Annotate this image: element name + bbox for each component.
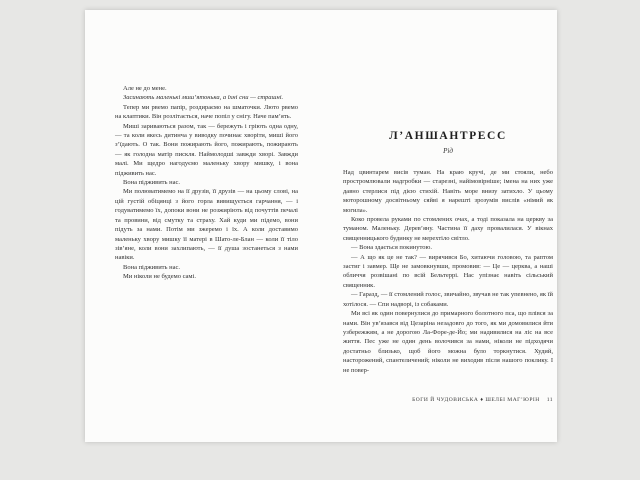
footer-book-author: БОГИ Й ЧУДОВИСЬКА ♦ ШЕЛБІ МАГ’ЮРІН <box>412 397 540 403</box>
paragraph: Засинають маленькі миш’ятонька, а їхні сни — страшні. <box>123 94 284 102</box>
paragraph: — Гаразд, — її стомлений голос, звичайно, звучав не так упевнено, як їй хотілося. — Спи надворі, із собаками. <box>343 291 553 308</box>
paragraph: Вона підживить нас. <box>123 179 180 187</box>
paragraph: Над цвинтарем висів туман. На краю кручі, де ми стояли, небо простромлювали надгробки — старезні, найімовірніше; імена на них уже давно стерлися під дією стихій. Навіть море внизу затихло. У цьому моторошному досвітньому сяйві я нарешті зрозумів вислів «німий як могила». <box>343 169 553 214</box>
paragraph: Ми ніколи не будемо самі. <box>123 273 196 281</box>
running-footer <box>343 397 553 403</box>
right-page-text <box>343 168 553 375</box>
chapter-heading <box>343 130 553 155</box>
book-spread <box>85 10 557 442</box>
paragraph: Ми полюватимемо на її друзів, її друзів — на цьому слові, на цій густій обіцянці з його горла вивищується гарчання, — і годуватимемо їх, допоки вони не розжиріють від почуттів печалі та провини, від смутку та страху. Хай куди ми підемо, вони підуть за нами. Потім ми зжеремо і їх. А коли доставимо маленьку хвору мишку її матері в Шато-ле-Блан — коли її тіло зів’яне, коли вони захлипають, — її душа зостанеться з нами навіки. <box>115 188 298 262</box>
paragraph: Ми всі як один повернулися до примарного болотного пса, що плівся за нами. Він ув’язався від Цезаріна незадовго до того, як ми домовилися йти узбережжям, а не дорогою Ла-Форе-де-Йо; ми надивилися на ліс на все життя. Пес уже не один день волочився за нами, ніколи не підходячи достатньо близько, щоб його можна було торкнутися. Худий, насторожений, спантеличений; ніколи не виходив після нашого поклику. І не повер- <box>343 310 553 374</box>
paragraph: Вона підживить нас. <box>123 263 180 271</box>
left-page-text <box>115 84 298 282</box>
paragraph: Миші зариваються разом, так — бережуть і гріють одна одну, — та коли якесь дитинча у виводку починає хворіти, миші його з’їдають. О так. Вони пожирають його, пожирають, пожирають — як голодна матір пискля. Наймолодші завжди хворі. Завжди малі. Ми щедро нагодуємо маленьку хвору мишку, і вона підживить нас. <box>115 122 298 177</box>
paragraph: Тепер ми рвемо папір, роздираємо на шматочки. Люто рвемо на клаптики. Він розлітається, наче попіл у снігу. Наче пам’ять. <box>115 103 298 121</box>
paragraph: — А що як це не так? — вирячився Бо, хитаючи головою, та раптом застиг і завмер. Ще не замовкнувши, промовив: — Це — церква, а наші обличчя розвішані по всій Бельтеррі. Нас упізнає навіть сільський священник. <box>343 253 553 289</box>
paragraph: Але не до мене. <box>123 85 167 92</box>
pov-name: Рід <box>443 147 453 155</box>
paragraph: Коко провела руками по стомлених очах, а тоді показала на церкву за туманом. Маленьку. Дерев’яну. Частина її даху провалилася. У вікнах священницького будинку не мерехтіло світло. <box>343 216 553 242</box>
paragraph: — Вона здається покинутою. <box>351 244 433 252</box>
footer-page-number: 11 <box>546 397 553 403</box>
chapter-title: Л’АНШАНТРЕСС <box>389 130 507 142</box>
